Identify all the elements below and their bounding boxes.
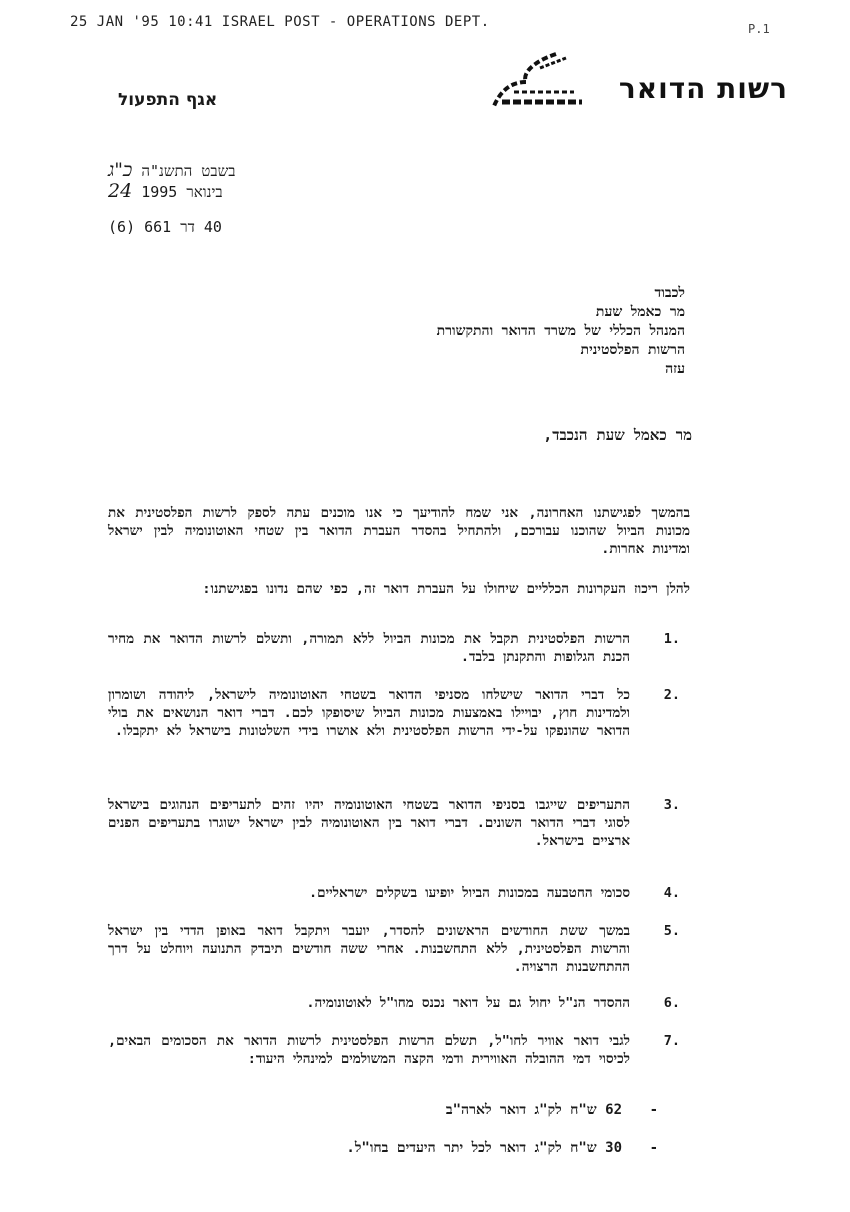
list-item: [445, 1102, 658, 1119]
address-line: עזה: [665, 361, 685, 377]
list-item-number: .4: [663, 885, 680, 901]
list-item: [108, 630, 680, 666]
reference-number: 40 דר 661 (6): [108, 218, 222, 236]
list-item-text: במשך ששת החודשים הראשונים להסדר, יועבר ויתקבל דואר באופן הדדי בין ישראל והרשות הפלסטינית, ללא התחשבנות. אחרי ששה חודשים תיבדק התנועה ויוחלט על דרך ההתחשבנות הרצויה.: [108, 923, 630, 975]
hebrew-date-month: בשבט התשנ"ה: [141, 162, 236, 180]
address-line: לכבוד: [654, 285, 685, 301]
bullet-dash: -: [649, 1102, 658, 1118]
list-item-text: התעריפים שייגבו בסניפי הדואר בשטחי האוטונומיה יהיו זהים לתעריפים הנהוגים בישראל לסוגי דברי הדואר השונים. דברי דואר בין האוטונומיה לבין ישראל ישוגרו בתעריפים הפנים ארציים בישראל.: [108, 797, 630, 849]
list-item-text: סכומי החטבעה במכונות הביול יופיעו בשקלים ישראליים.: [309, 885, 630, 901]
bullet-text: 30 ש"ח לק"ג דואר לכל יתר היעדים בחו"ל.: [346, 1140, 622, 1156]
list-item-number: .2: [663, 687, 680, 703]
list-item: [108, 1032, 680, 1068]
list-item: [108, 994, 680, 1012]
postal-authority-logo-icon: [492, 48, 792, 114]
recipient-address: [437, 284, 685, 379]
list-item-text: ההסדר הנ"ל יחול גם על דואר נכנס מחו"ל לאוטונומיה.: [306, 995, 630, 1011]
salutation: מר כאמל שעת הנכבד,: [543, 426, 692, 444]
date-block: [108, 160, 235, 202]
list-item-text: כל דברי הדואר שישלחו מסניפי הדואר בשטחי האוטונומיה לישראל, ליהודה ושומרון ולמדינות חוץ, יבויילו באמצעות מכונות הביול שיסופקו לכם. דברי דואר הנושאים את בולי הדואר שהונפקו על-ידי הרשות הפלסטינית ולא אושרו בידי השלטונות בישראל לא יתקבלו.: [108, 687, 630, 739]
list-item: [346, 1140, 658, 1157]
list-item: [108, 686, 680, 740]
list-item-number: .1: [663, 631, 680, 647]
address-line: המנהל הכללי של משרד הדואר והתקשורת: [436, 323, 685, 339]
list-item: [108, 884, 680, 902]
address-line: מר כאמל שעת: [595, 304, 685, 320]
fax-header: 25 JAN '95 10:41 ISRAEL POST - OPERATIONS DEPT.: [70, 14, 490, 30]
list-item-text: לגבי דואר אוויר לחו"ל, תשלם הרשות הפלסטינית לרשות הדואר את הסכומים הבאים, לכיסוי דמי ההובלה האווירית ודמי הקצה המשולמים למינהלי היעוד:: [108, 1033, 630, 1067]
bullet-dash: -: [649, 1140, 658, 1156]
list-item-number: .6: [663, 995, 680, 1011]
list-item: [108, 796, 680, 850]
list-item: [108, 922, 680, 976]
address-line: הרשות הפלסטינית: [580, 342, 685, 358]
intro-paragraph: בהמשך לפגישתנו האחרונה, אני שמח להודיעך כי אנו מוכנים עתה לספק לרשות הפלסטינית את מכונות הביול שהוכנו עבורכם, ולהתחיל בהסדר העברת הדואר בין שטחי האוטונומיה לבין ישראל ומדינות אחרות.: [108, 505, 690, 557]
bullet-text: 62 ש"ח לק"ג דואר לארה"ב: [445, 1102, 622, 1118]
summary-paragraph: להלן ריכוז העקרונות הכלליים שיחולו על העברת דואר זה, כפי שהם נדונו בפגישתנו:: [202, 581, 690, 597]
list-item-number: .3: [663, 797, 680, 813]
list-item-number: .7: [663, 1033, 680, 1049]
date-day: 24: [108, 180, 133, 202]
date-month-year: בינואר 1995: [141, 183, 223, 201]
list-item-text: הרשות הפלסטינית תקבל את מכונות הביול ללא תמורה, ותשלם לרשות הדואר את מחיר הכנת הגלופות והתקנתן בלבד.: [108, 631, 630, 665]
department-name: אגף התפעול: [118, 90, 218, 110]
hebrew-date-day: כ"ג: [108, 159, 133, 181]
page-number: P.1: [748, 22, 770, 36]
list-item-number: .5: [663, 923, 680, 939]
logo-text: רשות הדואר: [618, 72, 788, 105]
